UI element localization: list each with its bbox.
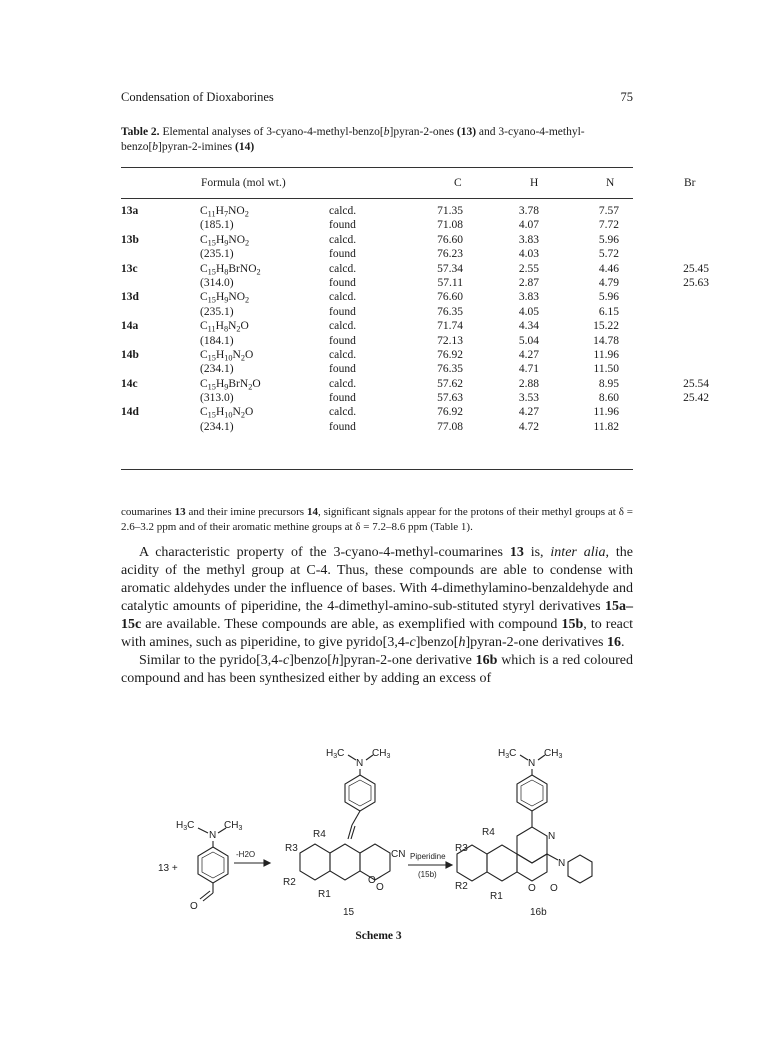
atom-o: O [368,875,376,886]
caption-label: Table 2. [121,126,160,138]
text-italic: h [331,653,339,668]
label-r4: R4 [482,827,495,838]
text-bold: 16b [475,653,498,668]
text-bold: 13 [509,545,524,560]
analysis-kind: found [329,334,356,347]
text-italic: c [282,653,290,668]
value-h: 3.83 [518,233,539,246]
analysis-kind: calcd. [329,406,357,419]
value-h: 4.34 [518,320,539,333]
atom-n: N [558,858,566,869]
value-c: 57.11 [437,276,463,289]
caption-text: ]pyran-2-imines [158,141,236,153]
scheme-title: Scheme 3 [355,930,402,942]
text: coumarines [121,506,175,518]
text-bold: 13 [174,506,186,518]
value-h: 4.05 [518,305,539,318]
formula: $C_{15}H_8BrNO_2$ [200,262,261,277]
value-c: 76.60 [437,233,463,246]
text: is, [523,545,551,560]
table-row [121,349,633,363]
value-n: 6.15 [598,305,619,318]
mol-weight: (235.1) [200,305,234,318]
formula: $C_{15}H_9BrN_2O$ [200,377,261,392]
analysis-kind: calcd. [329,320,357,333]
atom-n: N [209,830,217,841]
label-r3: R3 [455,843,468,854]
value-c: 76.35 [437,305,463,318]
value-c: 71.35 [437,205,463,217]
analysis-kind: calcd. [329,233,357,246]
value-h: 5.04 [518,334,539,347]
atom-n: N [356,758,364,769]
value-h: 3.78 [518,205,539,217]
dimethylaminobenzaldehyde-structure [176,820,242,912]
compound-id: 14a [121,320,139,333]
value-br: 25.63 [683,276,709,289]
col-h: H [530,177,539,189]
analysis-kind: found [329,363,356,376]
value-n: 8.60 [598,392,619,405]
svg-text:CH3: $CH_3$ [372,748,391,760]
label-13: 13 + [158,863,178,874]
atom-cn: CN [391,849,406,860]
text: , the acidity of the methyl group at C-4. Thus, these compounds are able to condense with aromatic aldehydes under the influence of bases. With 4-dimethylamino-benzaldehyde and catalytic amounts of piperidine, the 4-dimethyl-amino-sub-stituted styryl derivatives [121,545,633,614]
value-n: 4.79 [598,276,619,289]
svg-text:CH3: $CH_3$ [544,748,563,760]
label-r1: R1 [490,891,503,902]
text: , significant signals appear for the protons of their methyl groups at δ = 2.6–3.2 ppm and of their aromatic methine groups at δ = 7.2–8.6 ppm (Table 1). [121,506,633,533]
value-h: 3.53 [518,392,539,405]
col-c: C [454,177,462,189]
atom-o: O [190,901,198,912]
formula: $C_{15}H_{10}N_2O$ [200,348,254,363]
formula: $C_{11}H_7NO_2$ [200,205,249,219]
svg-text:H3C: $H_3C$ [498,748,517,760]
value-br: 25.54 [683,377,709,390]
analysis-kind: found [329,276,356,289]
mol-weight: (235.1) [200,248,234,261]
value-c: 57.63 [437,392,463,405]
value-c: 57.34 [437,262,463,275]
value-c: 76.35 [437,363,463,376]
value-h: 2.87 [518,276,539,289]
label-r2: R2 [283,877,296,888]
table-row [121,335,633,349]
value-n: 14.78 [593,334,619,347]
page-number: 75 [620,90,633,104]
reaction-scheme [140,725,610,925]
compound-id: 13c [121,262,138,275]
formula: $C_{15}H_{10}N_2O$ [200,406,254,420]
label-r3: R3 [285,843,298,854]
table-body [121,205,709,435]
value-n: 4.46 [598,262,619,275]
text-bold: 14 [306,506,318,518]
value-c: 71.74 [437,320,463,333]
value-n: 11.50 [593,363,619,376]
text-italic: c [409,635,416,650]
value-c: 57.62 [437,377,463,390]
table-row [121,363,633,377]
atom-o: O [376,882,384,893]
table-row [121,205,633,219]
compound-id: 13d [121,291,139,304]
text: . [620,635,625,650]
mol-weight: (234.1) [200,363,234,376]
table-top-rule [121,167,633,168]
caption-text: and 3-cyano-4-methyl-benzo[ [121,126,585,153]
value-c: 76.92 [437,406,463,419]
text: ]pyran-2-one derivatives [465,635,607,650]
value-c: 71.08 [437,219,463,232]
arrow-2-head [446,862,452,868]
compound-16b-structure [455,748,592,902]
text: which is a red coloured compound and has been synthesized either by adding an excess of [121,653,633,686]
label-r2: R2 [455,881,468,892]
value-h: 3.83 [518,291,539,304]
table-row [121,291,633,305]
value-h: 2.55 [518,262,539,275]
value-c: 77.08 [437,420,463,433]
col-formula: Formula (mol wt.) [201,177,286,189]
value-h: 4.71 [518,363,539,376]
analysis-kind: found [329,305,356,318]
analysis-kind: calcd. [329,377,357,390]
formula: $C_{15}H_9NO_2$ [200,233,250,248]
value-n: 5.96 [598,291,619,304]
label-r4: R4 [313,829,326,840]
table-row [121,421,633,435]
atom-o: O [528,883,536,894]
compound-id: 13a [121,205,139,217]
value-c: 76.60 [437,291,463,304]
table-caption [121,125,633,155]
compound-id: 13b [121,233,139,246]
text: Similar to the pyrido[3,4- [139,653,283,668]
value-c: 76.92 [437,348,463,361]
table-row [121,262,709,277]
mol-weight: (185.1) [200,219,234,232]
svg-text:H3C: $H_3C$ [326,748,345,760]
value-n: 7.57 [598,205,619,217]
table-row [121,406,633,420]
value-h: 2.88 [518,377,539,390]
text-bold: 15a–15c [121,599,633,632]
compound-id: 14c [121,377,138,390]
analysis-kind: found [329,248,356,261]
col-br: Br [684,177,696,189]
mol-weight: (234.1) [200,420,234,433]
caption-italic: b [383,126,390,138]
text: are available. These compounds are able, as exemplified with compound [141,617,562,632]
table-row [121,219,633,233]
value-n: 11.96 [593,348,619,361]
table-header-rule [121,198,633,199]
text: and their imine precursors [185,506,307,518]
minus-h2o: -H2O [236,850,256,859]
label-16b: 16b [530,907,547,918]
formula: $C_{11}H_8N_2O$ [200,320,249,334]
value-n: 8.95 [598,377,619,390]
text-bold: 15b [561,617,584,632]
caption-bold: (14) [235,141,255,153]
atom-n: N [528,758,536,769]
text-bold: 16 [606,635,621,650]
atom-o: O [550,883,558,894]
table-bottom-rule [121,469,633,470]
paragraph-1 [121,544,633,652]
mol-weight: (314.0) [200,276,234,289]
table-row [121,276,709,291]
analysis-kind: calcd. [329,205,357,217]
analysis-kind: calcd. [329,291,357,304]
value-n: 11.96 [593,406,619,419]
col-n: N [606,177,615,189]
value-n: 11.82 [593,420,619,433]
text: A characteristic property of the 3-cyano-4-methyl-coumarines [139,545,510,560]
analysis-kind: found [329,219,356,232]
compound-15-structure [283,748,405,900]
caption-italic: b [152,141,159,153]
text: ]pyran-2-one derivative [338,653,476,668]
table-row [121,306,633,320]
mol-weight: (184.1) [200,334,234,347]
compound-id: 14d [121,406,139,419]
table-row [121,392,709,406]
svg-text:H3C: $H_3C$ [176,820,195,832]
text-italic: inter alia [550,545,606,560]
arrow-1-head [264,860,270,866]
analysis-kind: found [329,392,356,405]
value-h: 4.27 [518,406,539,419]
table-row [121,248,633,262]
value-br: 25.45 [683,262,709,275]
analysis-kind: found [329,420,356,433]
caption-text: ]pyran-2-ones [389,126,457,138]
body-text [121,544,633,688]
svg-text:CH3: $CH_3$ [224,820,243,832]
value-br: 25.42 [683,392,709,405]
compound-id: 14b [121,348,139,361]
analysis-kind: calcd. [329,348,357,361]
label-r1: R1 [318,889,331,900]
text: ]benzo[ [415,635,459,650]
text: ]benzo[ [289,653,332,668]
text: , to react with amines, such as piperidine, to give pyrido[3,4- [121,617,633,650]
text-italic: h [458,635,466,650]
table-row [121,320,633,334]
value-c: 76.23 [437,248,463,261]
value-n: 5.96 [598,233,619,246]
value-h: 4.27 [518,348,539,361]
running-title: Condensation of Dioxaborines [121,90,274,104]
analysis-kind: calcd. [329,262,357,275]
value-n: 5.72 [598,248,619,261]
label-15: 15 [343,907,355,918]
paragraph-2 [121,652,633,688]
mol-weight: (313.0) [200,392,234,405]
caption-bold: (13) [456,126,477,138]
formula: $C_{15}H_9NO_2$ [200,291,250,305]
table-row [121,377,709,392]
value-n: 15.22 [593,320,619,333]
reagent-label: Piperidine [410,852,446,861]
atom-n: N [548,831,556,842]
value-n: 7.72 [598,219,619,232]
value-h: 4.03 [518,248,539,261]
small-paragraph [121,505,633,535]
value-h: 4.07 [518,219,539,232]
table-row [121,234,633,248]
value-h: 4.72 [518,420,539,433]
reagent-sub: (15b) [418,870,437,879]
value-c: 72.13 [437,334,463,347]
caption-text: Elemental analyses of 3-cyano-4-methyl-benzo[ [159,126,384,138]
